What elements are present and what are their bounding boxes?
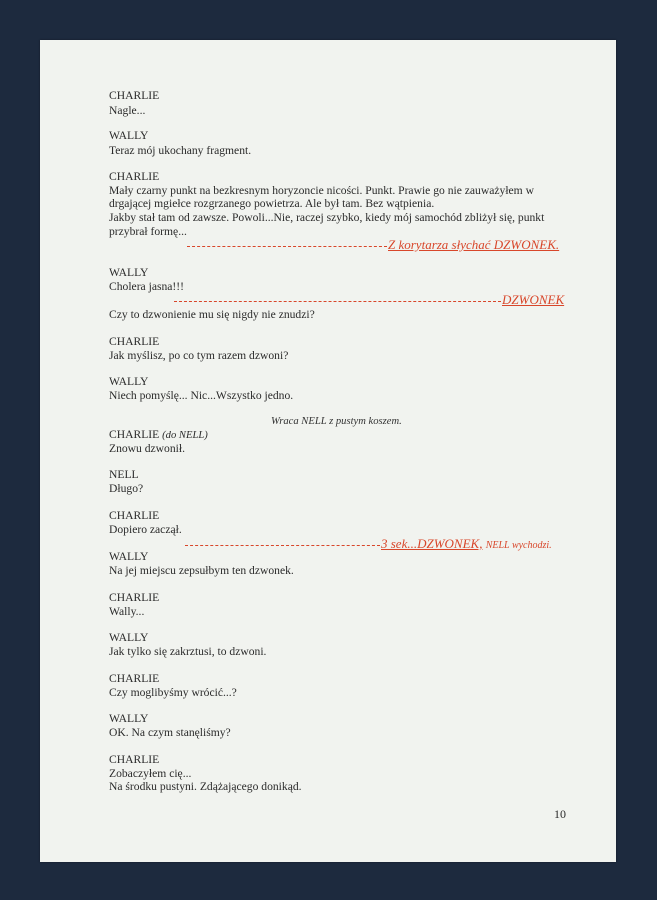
- dialogue-line: Czy moglibyśmy wrócić...?: [109, 686, 237, 699]
- dialogue-line: Jak tylko się zakrztusi, to dzwoni.: [109, 645, 267, 658]
- parenthetical: (do NELL): [162, 430, 208, 441]
- dialogue-line: Na środku pustyni. Zdążającego donikąd.: [109, 780, 302, 793]
- dialogue-line: Nagle...: [109, 104, 146, 117]
- dialogue-line: Jak myślisz, po co tym razem dzwoni?: [109, 349, 289, 362]
- dialogue-line: Jakby stał tam od zawsze. Powoli...Nie, raczej szybko, kiedy mój samochód zbliżył się, punkt: [109, 211, 545, 224]
- speaker-name: NELL: [109, 468, 139, 481]
- script-page: [40, 40, 616, 862]
- dialogue-line: Mały czarny punkt na bezkresnym horyzoncie nicości. Punkt. Prawie go nie zauważyłem w: [109, 184, 534, 197]
- speaker-name: CHARLIE: [109, 89, 160, 102]
- speaker-name: WALLY: [109, 631, 149, 644]
- dialogue-line: Znowu dzwonił.: [109, 442, 185, 455]
- speaker-name: [109, 428, 208, 443]
- speaker-name-text: CHARLIE: [109, 428, 160, 441]
- dialogue-line: Niech pomyślę... Nic...Wszystko jedno.: [109, 389, 294, 402]
- speaker-name: CHARLIE: [109, 672, 160, 685]
- dialogue-line: przybrał formę...: [109, 225, 187, 238]
- cue-dash-line: [187, 246, 387, 247]
- speaker-name: CHARLIE: [109, 170, 160, 183]
- dialogue-line: Teraz mój ukochany fragment.: [109, 144, 252, 157]
- dialogue-line: Na jej miejscu zepsułbym ten dzwonek.: [109, 564, 294, 577]
- dialogue-line: Cholera jasna!!!: [109, 280, 185, 293]
- sound-cue-doorbell-corridor: [187, 238, 559, 252]
- speaker-name: WALLY: [109, 375, 149, 388]
- dialogue-line: Dopiero zaczął.: [109, 523, 182, 536]
- sound-cue-doorbell: [174, 293, 564, 307]
- speaker-name: CHARLIE: [109, 335, 160, 348]
- cue-dash-line: [174, 301, 501, 302]
- stage-direction: Wraca NELL z pustym koszem.: [271, 416, 402, 427]
- cue-note: NELL wychodzi.: [485, 540, 552, 551]
- cue-label: 3 sek...DZWONEK,: [381, 536, 483, 551]
- dialogue-line: Czy to dzwonienie mu się nigdy nie znudzi?: [109, 308, 315, 321]
- speaker-name: WALLY: [109, 712, 149, 725]
- dialogue-line: Długo?: [109, 482, 144, 495]
- speaker-name: WALLY: [109, 129, 149, 142]
- dialogue-line: OK. Na czym stanęliśmy?: [109, 726, 231, 739]
- speaker-name: CHARLIE: [109, 591, 160, 604]
- speaker-name: WALLY: [109, 266, 149, 279]
- speaker-name: CHARLIE: [109, 753, 160, 766]
- page-number: 10: [554, 807, 566, 821]
- cue-label: DZWONEK: [502, 292, 565, 307]
- dialogue-line: Zobaczyłem cię...: [109, 767, 192, 780]
- sound-cue-three-seconds: [185, 537, 552, 553]
- cue-dash-line: [185, 545, 380, 546]
- cue-label: Z korytarza słychać DZWONEK.: [388, 237, 560, 252]
- dialogue-line: Wally...: [109, 605, 145, 618]
- dialogue-line: drgającej mgiełce rozgrzanego powietrza. Ale był tam. Bez wątpienia.: [109, 197, 435, 210]
- speaker-name: CHARLIE: [109, 509, 160, 522]
- speaker-name: WALLY: [109, 550, 149, 563]
